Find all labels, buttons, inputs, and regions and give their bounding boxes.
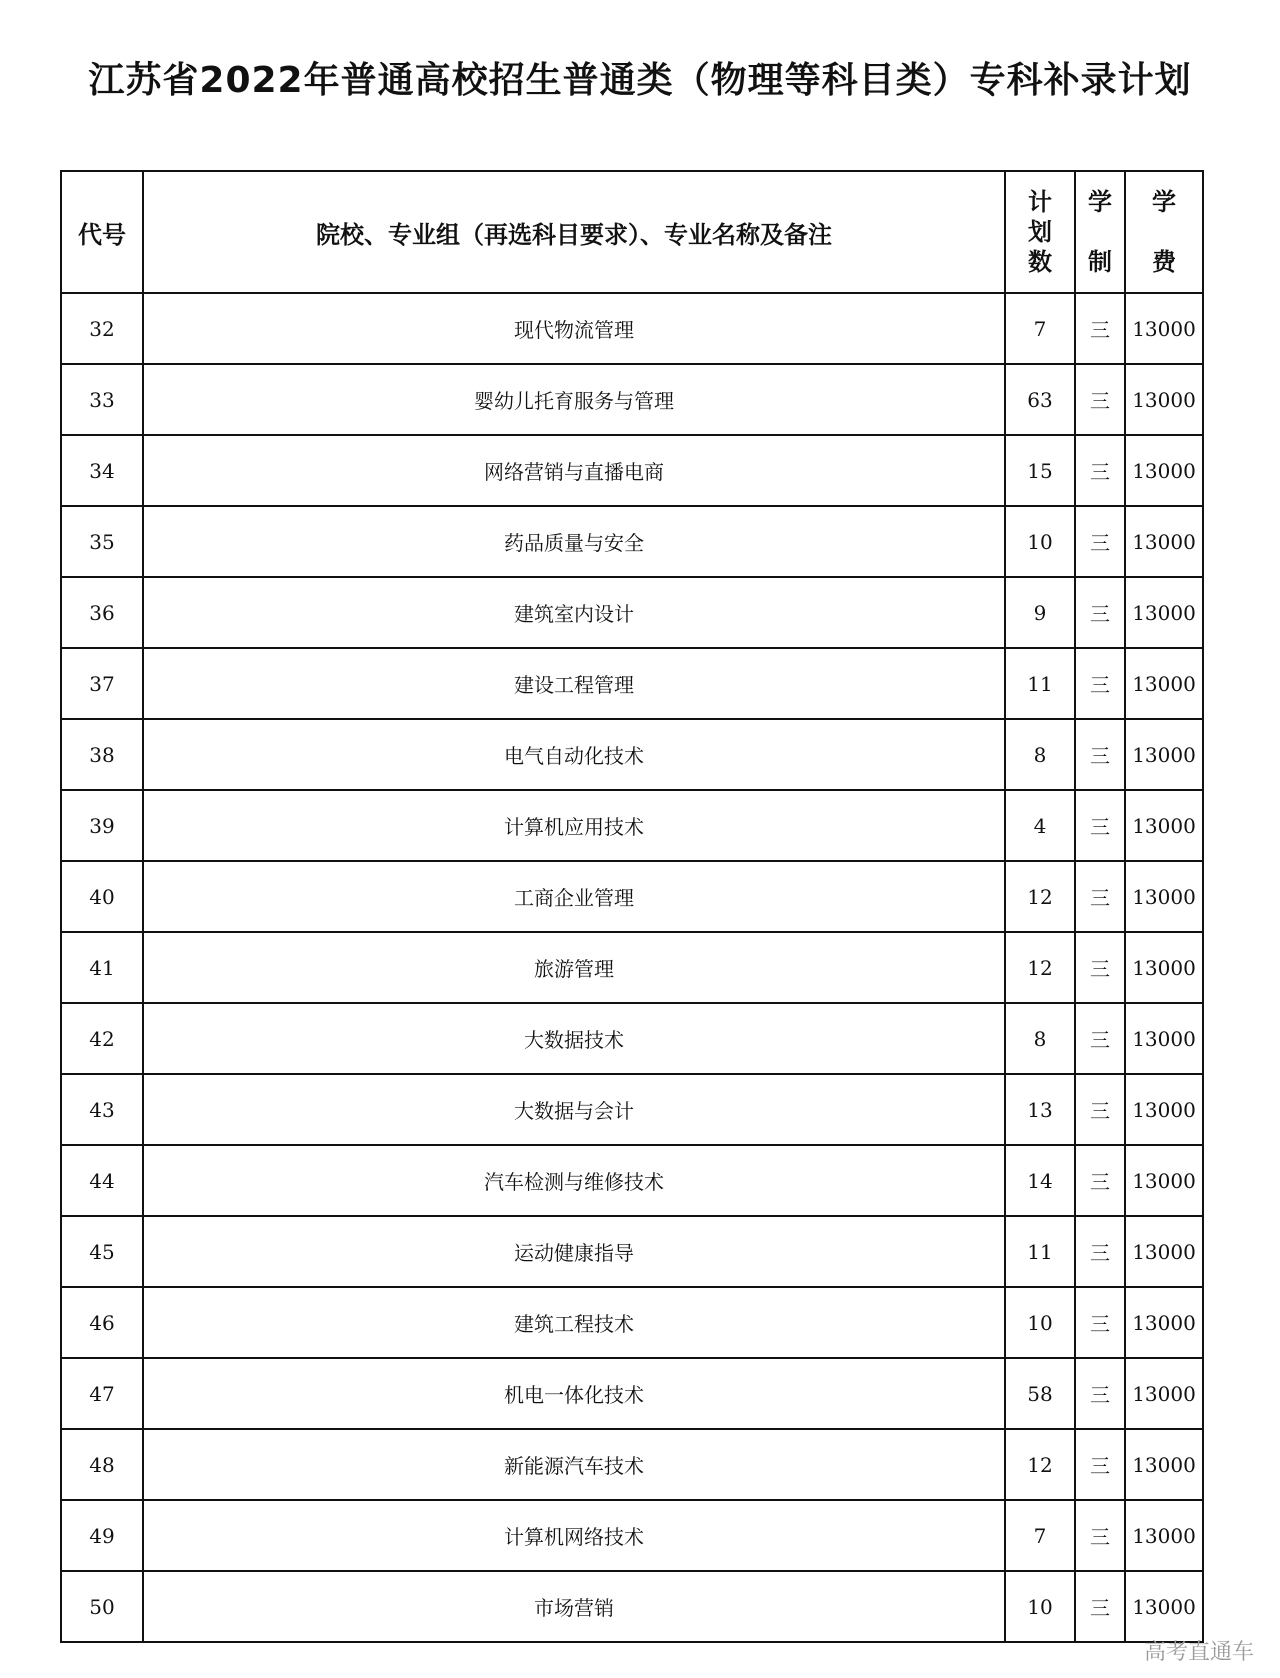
cell-code: 37 bbox=[61, 648, 143, 719]
cell-fee: 13000 bbox=[1125, 1216, 1203, 1287]
cell-major-name: 汽车检测与维修技术 bbox=[143, 1145, 1005, 1216]
cell-code: 33 bbox=[61, 364, 143, 435]
cell-fee: 13000 bbox=[1125, 1145, 1203, 1216]
cell-fee: 13000 bbox=[1125, 577, 1203, 648]
table-row bbox=[61, 648, 1203, 719]
header-code: 代号 bbox=[61, 171, 143, 293]
cell-major-name: 计算机应用技术 bbox=[143, 790, 1005, 861]
cell-code: 38 bbox=[61, 719, 143, 790]
cell-major-name: 运动健康指导 bbox=[143, 1216, 1005, 1287]
cell-quota: 11 bbox=[1005, 648, 1075, 719]
table-row bbox=[61, 719, 1203, 790]
cell-fee: 13000 bbox=[1125, 1287, 1203, 1358]
cell-major-name: 计算机网络技术 bbox=[143, 1500, 1005, 1571]
table-row bbox=[61, 506, 1203, 577]
table-row bbox=[61, 1145, 1203, 1216]
cell-duration: 三 bbox=[1075, 1145, 1125, 1216]
cell-quota: 14 bbox=[1005, 1145, 1075, 1216]
cell-code: 46 bbox=[61, 1287, 143, 1358]
cell-code: 45 bbox=[61, 1216, 143, 1287]
cell-duration: 三 bbox=[1075, 1571, 1125, 1642]
cell-duration: 三 bbox=[1075, 1074, 1125, 1145]
cell-quota: 63 bbox=[1005, 364, 1075, 435]
cell-code: 39 bbox=[61, 790, 143, 861]
cell-duration: 三 bbox=[1075, 1500, 1125, 1571]
cell-fee: 13000 bbox=[1125, 1500, 1203, 1571]
table-body bbox=[61, 293, 1203, 1642]
cell-fee: 13000 bbox=[1125, 435, 1203, 506]
cell-duration: 三 bbox=[1075, 435, 1125, 506]
cell-quota: 9 bbox=[1005, 577, 1075, 648]
cell-code: 47 bbox=[61, 1358, 143, 1429]
cell-code: 50 bbox=[61, 1571, 143, 1642]
cell-code: 35 bbox=[61, 506, 143, 577]
cell-quota: 8 bbox=[1005, 1003, 1075, 1074]
cell-fee: 13000 bbox=[1125, 932, 1203, 1003]
cell-code: 36 bbox=[61, 577, 143, 648]
cell-major-name: 婴幼儿托育服务与管理 bbox=[143, 364, 1005, 435]
cell-duration: 三 bbox=[1075, 1287, 1125, 1358]
table-row bbox=[61, 293, 1203, 364]
cell-quota: 12 bbox=[1005, 932, 1075, 1003]
cell-fee: 13000 bbox=[1125, 861, 1203, 932]
cell-duration: 三 bbox=[1075, 648, 1125, 719]
enrollment-plan-table bbox=[60, 170, 1204, 1643]
cell-fee: 13000 bbox=[1125, 364, 1203, 435]
cell-code: 48 bbox=[61, 1429, 143, 1500]
table-row bbox=[61, 1571, 1203, 1642]
header-quota: 计划数 bbox=[1005, 171, 1075, 293]
header-name: 院校、专业组（再选科目要求）、专业名称及备注 bbox=[143, 171, 1005, 293]
table-row bbox=[61, 364, 1203, 435]
cell-quota: 7 bbox=[1005, 1500, 1075, 1571]
cell-major-name: 建筑工程技术 bbox=[143, 1287, 1005, 1358]
cell-quota: 8 bbox=[1005, 719, 1075, 790]
cell-code: 43 bbox=[61, 1074, 143, 1145]
cell-fee: 13000 bbox=[1125, 790, 1203, 861]
cell-quota: 10 bbox=[1005, 1571, 1075, 1642]
cell-major-name: 旅游管理 bbox=[143, 932, 1005, 1003]
cell-duration: 三 bbox=[1075, 577, 1125, 648]
table-row bbox=[61, 1003, 1203, 1074]
cell-major-name: 大数据技术 bbox=[143, 1003, 1005, 1074]
cell-code: 40 bbox=[61, 861, 143, 932]
header-duration: 学制 bbox=[1075, 171, 1125, 293]
cell-duration: 三 bbox=[1075, 1003, 1125, 1074]
table-header-row bbox=[61, 171, 1203, 293]
cell-fee: 13000 bbox=[1125, 1003, 1203, 1074]
cell-fee: 13000 bbox=[1125, 1358, 1203, 1429]
cell-quota: 7 bbox=[1005, 293, 1075, 364]
cell-quota: 10 bbox=[1005, 1287, 1075, 1358]
cell-duration: 三 bbox=[1075, 932, 1125, 1003]
cell-quota: 10 bbox=[1005, 506, 1075, 577]
cell-fee: 13000 bbox=[1125, 1074, 1203, 1145]
cell-major-name: 市场营销 bbox=[143, 1571, 1005, 1642]
header-fee: 学费 bbox=[1125, 171, 1203, 293]
cell-major-name: 工商企业管理 bbox=[143, 861, 1005, 932]
table-row bbox=[61, 1287, 1203, 1358]
cell-quota: 12 bbox=[1005, 861, 1075, 932]
cell-quota: 58 bbox=[1005, 1358, 1075, 1429]
table-row bbox=[61, 1358, 1203, 1429]
cell-major-name: 电气自动化技术 bbox=[143, 719, 1005, 790]
cell-fee: 13000 bbox=[1125, 648, 1203, 719]
cell-duration: 三 bbox=[1075, 364, 1125, 435]
cell-quota: 15 bbox=[1005, 435, 1075, 506]
cell-duration: 三 bbox=[1075, 1216, 1125, 1287]
cell-major-name: 药品质量与安全 bbox=[143, 506, 1005, 577]
table-row bbox=[61, 1074, 1203, 1145]
cell-quota: 4 bbox=[1005, 790, 1075, 861]
cell-code: 44 bbox=[61, 1145, 143, 1216]
table-row bbox=[61, 932, 1203, 1003]
cell-duration: 三 bbox=[1075, 1429, 1125, 1500]
cell-major-name: 建设工程管理 bbox=[143, 648, 1005, 719]
cell-quota: 11 bbox=[1005, 1216, 1075, 1287]
cell-fee: 13000 bbox=[1125, 506, 1203, 577]
table-row bbox=[61, 790, 1203, 861]
cell-fee: 13000 bbox=[1125, 293, 1203, 364]
cell-major-name: 建筑室内设计 bbox=[143, 577, 1005, 648]
table-row bbox=[61, 1500, 1203, 1571]
table-row bbox=[61, 577, 1203, 648]
cell-code: 32 bbox=[61, 293, 143, 364]
cell-major-name: 现代物流管理 bbox=[143, 293, 1005, 364]
cell-quota: 12 bbox=[1005, 1429, 1075, 1500]
cell-quota: 13 bbox=[1005, 1074, 1075, 1145]
cell-duration: 三 bbox=[1075, 790, 1125, 861]
page-title: 江苏省2022年普通高校招生普通类（物理等科目类）专科补录计划 bbox=[88, 60, 1192, 101]
cell-code: 34 bbox=[61, 435, 143, 506]
cell-code: 41 bbox=[61, 932, 143, 1003]
table-row bbox=[61, 861, 1203, 932]
cell-major-name: 新能源汽车技术 bbox=[143, 1429, 1005, 1500]
cell-fee: 13000 bbox=[1125, 1571, 1203, 1642]
cell-major-name: 机电一体化技术 bbox=[143, 1358, 1005, 1429]
cell-duration: 三 bbox=[1075, 293, 1125, 364]
cell-major-name: 网络营销与直播电商 bbox=[143, 435, 1005, 506]
cell-code: 42 bbox=[61, 1003, 143, 1074]
cell-fee: 13000 bbox=[1125, 719, 1203, 790]
cell-duration: 三 bbox=[1075, 861, 1125, 932]
cell-major-name: 大数据与会计 bbox=[143, 1074, 1005, 1145]
cell-fee: 13000 bbox=[1125, 1429, 1203, 1500]
cell-duration: 三 bbox=[1075, 1358, 1125, 1429]
watermark: 高考直通车 bbox=[1143, 1640, 1254, 1665]
cell-duration: 三 bbox=[1075, 506, 1125, 577]
table-row bbox=[61, 1216, 1203, 1287]
table-row bbox=[61, 435, 1203, 506]
cell-code: 49 bbox=[61, 1500, 143, 1571]
table-row bbox=[61, 1429, 1203, 1500]
cell-duration: 三 bbox=[1075, 719, 1125, 790]
